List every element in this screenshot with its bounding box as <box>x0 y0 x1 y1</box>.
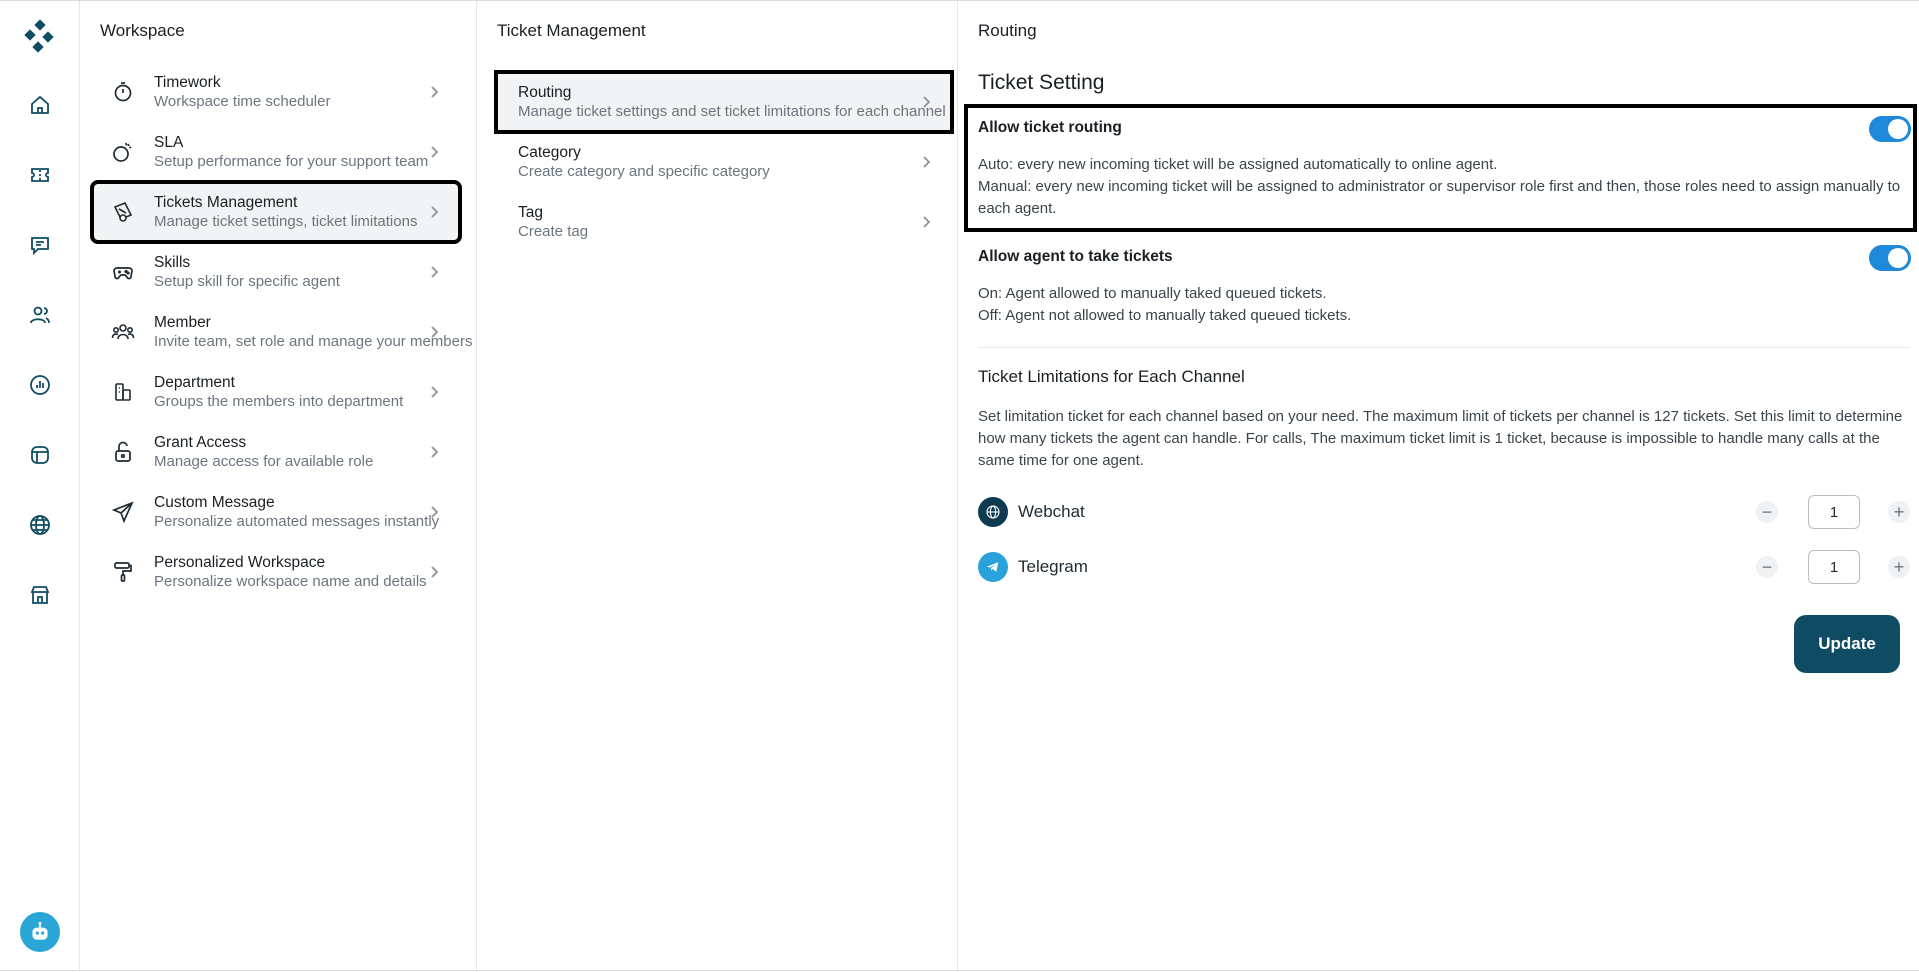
ticket-icon[interactable] <box>26 161 54 189</box>
logo-icon[interactable] <box>22 19 58 55</box>
chevron-right-icon <box>424 262 444 282</box>
increment-button[interactable]: + <box>1888 501 1910 523</box>
workspace-item-custom-message[interactable] <box>94 484 458 540</box>
ticket-item-subtitle: Create tag <box>518 222 589 240</box>
home-icon[interactable] <box>26 91 54 119</box>
update-button[interactable]: Update <box>1794 615 1900 673</box>
ticket-item-routing[interactable] <box>498 74 950 130</box>
ticket-setting-heading: Ticket Setting <box>978 71 1105 94</box>
chevron-right-icon <box>916 212 936 232</box>
chevron-right-icon <box>424 562 444 582</box>
allow-ticket-routing-toggle[interactable] <box>1869 116 1911 142</box>
send-icon <box>110 499 136 525</box>
quantity-stepper <box>1756 495 1910 529</box>
workspace-item-skills[interactable] <box>94 244 458 300</box>
workspace-item-title: Department <box>154 373 235 391</box>
globe-icon[interactable] <box>26 511 54 539</box>
workspace-item-subtitle: Groups the members into department <box>154 392 404 410</box>
store-icon[interactable] <box>26 581 54 609</box>
workspace-item-title: SLA <box>154 133 184 151</box>
workspace-item-tickets-management[interactable] <box>94 184 458 240</box>
telegram-icon <box>978 552 1008 582</box>
lock-open-icon <box>110 439 136 465</box>
layout-icon[interactable] <box>26 441 54 469</box>
ticket-settings-icon <box>110 199 136 225</box>
decrement-button[interactable]: − <box>1756 501 1778 523</box>
workspace-item-sla[interactable] <box>94 124 458 180</box>
workspace-item-subtitle: Workspace time scheduler <box>154 92 331 110</box>
ticket-management-column <box>477 1 958 972</box>
channel-row-webchat <box>978 494 1910 530</box>
channel-name: Telegram <box>1018 557 1088 576</box>
ticket-management-title: Ticket Management <box>497 21 646 40</box>
gamepad-icon <box>110 259 136 285</box>
icon-rail <box>0 1 80 972</box>
workspace-item-subtitle: Personalize workspace name and details <box>154 572 427 590</box>
allow-agent-take-tickets-label: Allow agent to take tickets <box>978 248 1173 265</box>
workspace-item-member[interactable] <box>94 304 473 360</box>
workspace-item-subtitle: Personalize automated messages instantly <box>154 512 440 530</box>
workspace-item-personalized-workspace[interactable] <box>94 544 458 600</box>
increment-button[interactable]: + <box>1888 556 1910 578</box>
chevron-right-icon <box>424 82 444 102</box>
allow-ticket-routing-setting <box>968 108 1913 228</box>
decrement-button[interactable]: − <box>1756 556 1778 578</box>
workspace-item-title: Custom Message <box>154 493 275 511</box>
workspace-item-title: Tickets Management <box>154 193 298 211</box>
workspace-item-subtitle: Manage access for available role <box>154 452 374 470</box>
routing-title: Routing <box>978 21 1037 40</box>
workspace-item-subtitle: Invite team, set role and manage your members <box>154 332 473 350</box>
chevron-right-icon <box>916 152 936 172</box>
workspace-title: Workspace <box>100 21 185 40</box>
workspace-item-title: Skills <box>154 253 191 271</box>
quantity-stepper <box>1756 550 1910 584</box>
allow-agent-take-tickets-setting <box>968 237 1913 335</box>
workspace-item-department[interactable] <box>94 364 458 420</box>
chevron-right-icon <box>424 442 444 462</box>
divider <box>978 347 1910 348</box>
workspace-item-subtitle: Setup skill for specific agent <box>154 272 340 290</box>
ticket-item-title: Category <box>518 143 581 161</box>
workspace-column <box>80 1 477 972</box>
ticket-item-title: Routing <box>518 83 572 101</box>
channel-row-telegram <box>978 549 1910 585</box>
take-tickets-on-description: On: Agent allowed to manually taked queued tickets. <box>978 285 1327 302</box>
webchat-limit-input[interactable] <box>1808 495 1860 529</box>
chevron-right-icon <box>424 502 444 522</box>
analytics-icon[interactable] <box>26 371 54 399</box>
sla-icon <box>110 139 136 165</box>
ticket-limitations-description: Set limitation ticket for each channel based on your need. The maximum limit of tickets per channel is 127 tickets. Set this limit to determine how many tickets the agent can handle. For calls, The maximum ticket limit is 1 ticket, because is impossible to handle many calls at the same time for one agent. <box>978 408 1903 469</box>
department-icon <box>110 379 136 405</box>
webchat-globe-icon <box>978 497 1008 527</box>
telegram-limit-input[interactable] <box>1808 550 1860 584</box>
timer-icon <box>110 79 136 105</box>
workspace-item-title: Timework <box>154 73 221 91</box>
take-tickets-off-description: Off: Agent not allowed to manually taked queued tickets. <box>978 307 1352 324</box>
routing-auto-description: Auto: every new incoming ticket will be assigned automatically to online agent. <box>978 156 1498 173</box>
workspace-item-timework[interactable] <box>94 64 458 120</box>
workspace-item-title: Grant Access <box>154 433 247 451</box>
contacts-icon[interactable] <box>26 301 54 329</box>
ticket-item-tag[interactable] <box>498 194 950 250</box>
workspace-item-subtitle: Manage ticket settings, ticket limitations <box>154 212 418 230</box>
chat-icon[interactable] <box>26 231 54 259</box>
chevron-right-icon <box>424 382 444 402</box>
allow-agent-take-tickets-toggle[interactable] <box>1869 245 1911 271</box>
ticket-limitations-heading: Ticket Limitations for Each Channel <box>978 367 1245 386</box>
workspace-item-title: Member <box>154 313 211 331</box>
workspace-item-grant-access[interactable] <box>94 424 458 480</box>
routing-panel <box>958 1 1919 972</box>
chevron-right-icon <box>916 92 936 112</box>
ticket-item-title: Tag <box>518 203 543 221</box>
bot-avatar-icon[interactable] <box>20 912 60 952</box>
chevron-right-icon <box>424 142 444 162</box>
chevron-right-icon <box>424 202 444 222</box>
workspace-item-title: Personalized Workspace <box>154 553 326 571</box>
paint-roller-icon <box>110 559 136 585</box>
workspace-item-subtitle: Setup performance for your support team <box>154 152 429 170</box>
ticket-item-category[interactable] <box>498 134 950 190</box>
ticket-item-subtitle: Create category and specific category <box>518 162 770 180</box>
channel-name: Webchat <box>1018 502 1085 521</box>
team-icon <box>110 319 136 345</box>
routing-manual-description: Manual: every new incoming ticket will be assigned to administrator or supervisor role first and then, those roles need to assign manually to each agent. <box>978 178 1901 217</box>
ticket-item-subtitle: Manage ticket settings and set ticket limitations for each channel <box>518 102 946 120</box>
chevron-right-icon <box>424 322 444 342</box>
allow-ticket-routing-label: Allow ticket routing <box>978 119 1122 136</box>
